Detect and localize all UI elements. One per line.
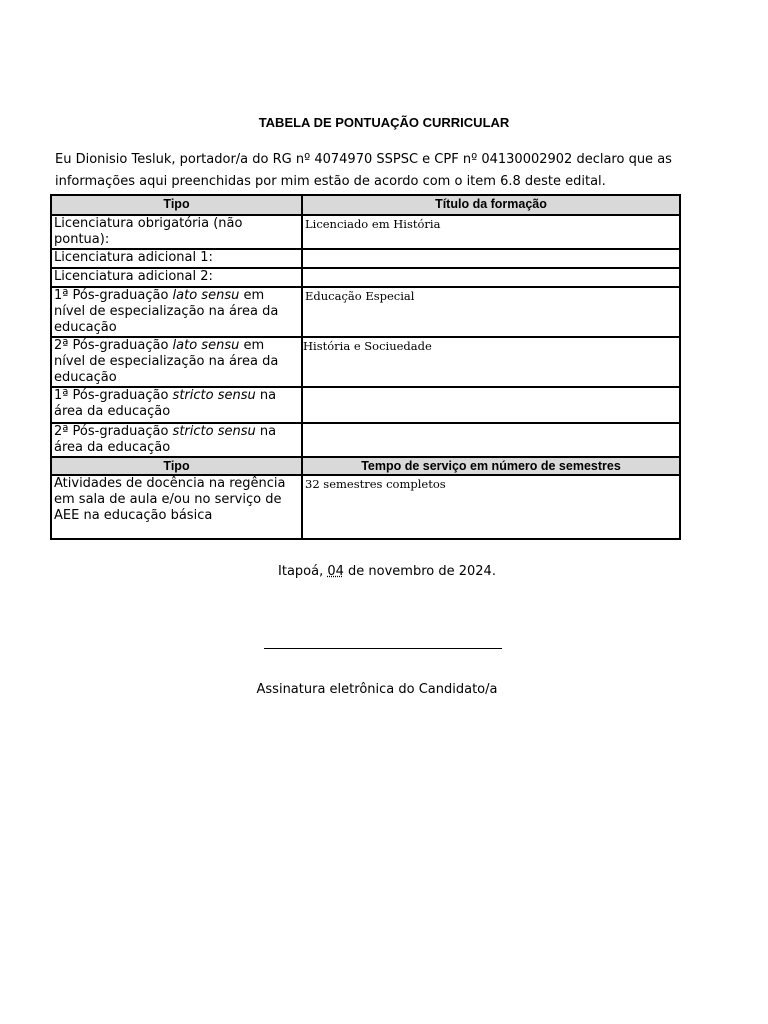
row-tipo [51,423,302,457]
row-tipo-text: Licenciatura adicional 1: [54,250,213,265]
row-tipo-emphasis: stricto sensu [172,388,256,403]
row-tipo-text: Licenciatura adicional 2: [54,269,213,284]
table-row [51,423,680,457]
header-tempo-servico: Tempo de serviço em número de semestres [302,457,680,475]
place-date [0,564,768,579]
row-tipo [51,387,302,423]
date-day: 04 [327,564,344,579]
date-suffix: de novembro de 2024. [343,564,496,579]
service-value-field[interactable]: 32 semestres completos [302,475,680,539]
table-row [51,249,680,268]
row-tipo-text: 1ª Pós-graduação [54,388,173,403]
row-value-field[interactable] [302,249,680,268]
row-tipo [51,337,302,387]
row-tipo [51,249,302,268]
service-tipo: Atividades de docência na regência em sala de aula e/ou no serviço de AEE na educação básica [51,475,302,539]
row-tipo-emphasis: lato sensu [172,288,240,303]
row-tipo-text-end: em nível de especialização na área da educação [54,338,279,385]
table-row [51,337,680,387]
service-row [51,475,680,539]
signature-label: Assinatura eletrônica do Candidato/a [256,682,498,697]
row-tipo [51,215,302,249]
row-tipo-text: Licenciatura obrigatória (não pontua): [54,216,243,247]
table-header [51,195,680,215]
row-tipo-emphasis: lato sensu [172,338,240,353]
row-tipo [51,268,302,287]
row-tipo [51,287,302,337]
date-prefix: Itapoá, [278,564,328,579]
row-tipo-text: 2ª Pós-graduação [54,424,173,439]
row-tipo-text: 2ª Pós-graduação [54,338,173,353]
header-tipo: Tipo [51,195,302,215]
table-row [51,287,680,337]
declaration-text: Eu Dionisio Tesluk, portador/a do RG nº 4074970 SSPSC e CPF nº 04130002902 declaro que as informações aqui preenchidas por mim estão de acordo com o item 6.8 deste edital. [55,152,672,189]
row-value-field[interactable] [302,268,680,287]
table-row [51,268,680,287]
row-tipo-text-end: na área da educação [54,424,277,455]
document-title: TABELA DE PONTUAÇÃO CURRICULAR [258,115,510,130]
header-titulo-formacao: Título da formação [302,195,680,215]
row-tipo-text: 1ª Pós-graduação [54,288,173,303]
row-value-field[interactable]: História e Sociuedade [302,337,680,387]
table-row [51,215,680,249]
score-table [50,194,681,540]
row-tipo-text-end: na área da educação [54,388,277,419]
table-header-service [51,457,680,475]
row-value-field[interactable] [302,423,680,457]
signature-line [264,648,502,649]
row-tipo-text-end: em nível de especialização na área da educação [54,288,279,335]
header-tipo: Tipo [51,457,302,475]
row-value-field[interactable] [302,387,680,423]
table-row [51,387,680,423]
row-value-field[interactable]: Licenciado em História [302,215,680,249]
row-tipo-emphasis: stricto sensu [172,424,256,439]
row-value-field[interactable]: Educação Especial [302,287,680,337]
